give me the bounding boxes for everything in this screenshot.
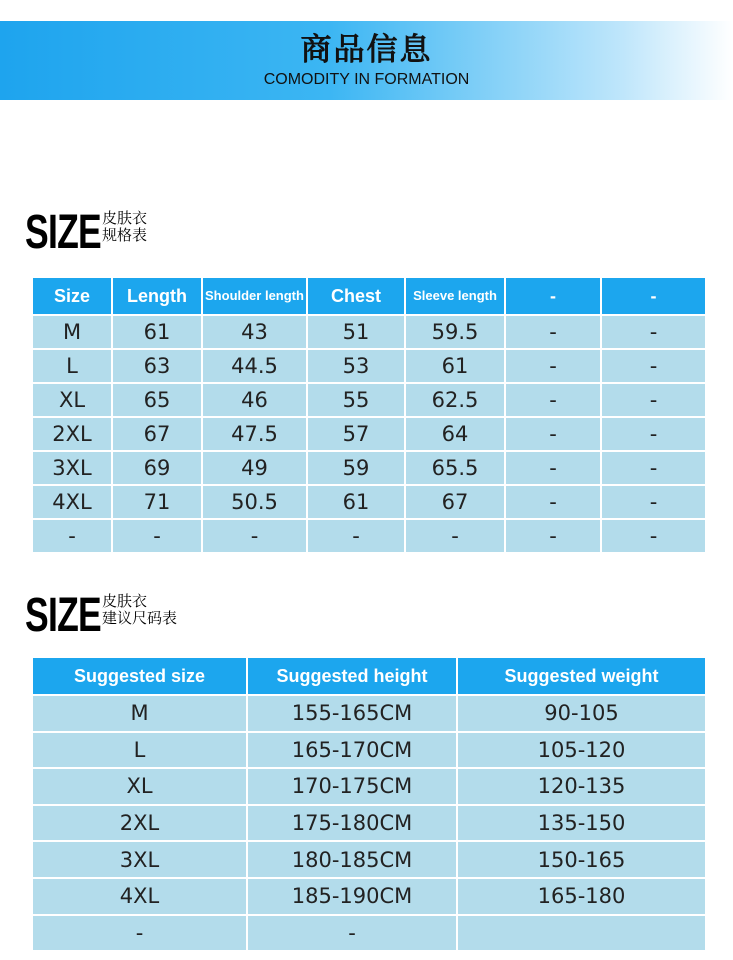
table-cell: 46 <box>202 383 307 417</box>
suggest-heading-cn-line2: 建议尺码表 <box>102 609 178 627</box>
table-cell: 155-165CM <box>247 695 457 732</box>
column-header: Shoulder length <box>202 277 307 315</box>
column-header: Suggested size <box>32 657 247 695</box>
column-header: Suggested weight <box>457 657 706 695</box>
table-cell: - <box>601 451 706 485</box>
table-cell: 59 <box>307 451 405 485</box>
table-row <box>32 915 706 952</box>
table-cell: XL <box>32 383 112 417</box>
page-title: 商品信息 <box>300 32 433 68</box>
table-cell: 105-120 <box>457 732 706 769</box>
table-cell: - <box>505 519 601 553</box>
column-header: Sleeve length <box>405 277 505 315</box>
table-cell: 67 <box>112 417 202 451</box>
table-cell: 62.5 <box>405 383 505 417</box>
table-cell: - <box>601 485 706 519</box>
table-cell: L <box>32 349 112 383</box>
table-cell: 4XL <box>32 485 112 519</box>
size-heading-cn <box>102 210 147 244</box>
table-cell: M <box>32 315 112 349</box>
table-row <box>32 315 706 349</box>
table-row <box>32 451 706 485</box>
table-cell: 120-135 <box>457 768 706 805</box>
suggest-heading-cn <box>102 593 177 627</box>
page-subtitle: COMODITY IN FORMATION <box>263 71 470 88</box>
table-cell: 44.5 <box>202 349 307 383</box>
table-row <box>32 732 706 769</box>
table-cell: - <box>505 417 601 451</box>
table-cell: - <box>601 349 706 383</box>
table-cell: 180-185CM <box>247 841 457 878</box>
table-cell: 50.5 <box>202 485 307 519</box>
table-cell: 47.5 <box>202 417 307 451</box>
table-cell: 165-180 <box>457 878 706 915</box>
table-cell: - <box>505 349 601 383</box>
table-cell: 55 <box>307 383 405 417</box>
table-cell: - <box>505 315 601 349</box>
table-cell: - <box>112 519 202 553</box>
table-cell: 175-180CM <box>247 805 457 842</box>
table-row <box>32 417 706 451</box>
table-cell: - <box>307 519 405 553</box>
table-cell: 135-150 <box>457 805 706 842</box>
table-cell: 90-105 <box>457 695 706 732</box>
table-cell: - <box>405 519 505 553</box>
table-cell: - <box>32 519 112 553</box>
suggest-heading-cn-line1: 皮肤衣 <box>102 592 148 610</box>
table-cell: XL <box>32 768 247 805</box>
table-cell: 51 <box>307 315 405 349</box>
table-cell: 63 <box>112 349 202 383</box>
table-row <box>32 841 706 878</box>
table-cell: 43 <box>202 315 307 349</box>
table-cell: 49 <box>202 451 307 485</box>
table-cell: M <box>32 695 247 732</box>
table-cell: 53 <box>307 349 405 383</box>
suggest-chart-heading <box>25 589 195 642</box>
table-cell: - <box>505 383 601 417</box>
table-cell: - <box>601 315 706 349</box>
table-cell: 61 <box>405 349 505 383</box>
size-heading-text: SIZE <box>25 589 101 642</box>
table-cell: 3XL <box>32 841 247 878</box>
column-header: - <box>505 277 601 315</box>
table-cell: 64 <box>405 417 505 451</box>
table-cell: 4XL <box>32 878 247 915</box>
table-cell: 65 <box>112 383 202 417</box>
table-cell <box>457 915 706 952</box>
table-cell: 185-190CM <box>247 878 457 915</box>
column-header: Chest <box>307 277 405 315</box>
table-cell: 67 <box>405 485 505 519</box>
header-banner <box>0 21 733 100</box>
table-cell: 2XL <box>32 805 247 842</box>
table-cell: - <box>601 383 706 417</box>
table-cell: - <box>32 915 247 952</box>
table-cell: 3XL <box>32 451 112 485</box>
table-row <box>32 768 706 805</box>
table-cell: - <box>505 485 601 519</box>
table-cell: 150-165 <box>457 841 706 878</box>
table-row <box>32 349 706 383</box>
table-header-row <box>32 277 706 315</box>
table-cell: 59.5 <box>405 315 505 349</box>
size-heading-cn-line2: 规格表 <box>102 226 148 244</box>
table-cell: 165-170CM <box>247 732 457 769</box>
table-cell: 65.5 <box>405 451 505 485</box>
column-header: - <box>601 277 706 315</box>
table-cell: L <box>32 732 247 769</box>
table-cell: 61 <box>307 485 405 519</box>
table-cell: 2XL <box>32 417 112 451</box>
suggested-size-table <box>31 656 707 952</box>
column-header: Size <box>32 277 112 315</box>
table-header-row <box>32 657 706 695</box>
size-heading-text: SIZE <box>25 206 101 259</box>
table-cell: 69 <box>112 451 202 485</box>
column-header: Suggested height <box>247 657 457 695</box>
size-heading-cn-line1: 皮肤衣 <box>102 209 148 227</box>
table-cell: - <box>601 519 706 553</box>
table-cell: - <box>247 915 457 952</box>
table-cell: - <box>505 451 601 485</box>
table-cell: - <box>202 519 307 553</box>
table-row <box>32 383 706 417</box>
table-cell: 57 <box>307 417 405 451</box>
size-spec-table <box>31 276 707 554</box>
column-header: Length <box>112 277 202 315</box>
table-cell: 170-175CM <box>247 768 457 805</box>
size-chart-heading <box>25 206 165 259</box>
table-row <box>32 519 706 553</box>
table-row <box>32 878 706 915</box>
table-row <box>32 805 706 842</box>
table-cell: 71 <box>112 485 202 519</box>
table-row <box>32 695 706 732</box>
table-row <box>32 485 706 519</box>
table-cell: 61 <box>112 315 202 349</box>
table-cell: - <box>601 417 706 451</box>
